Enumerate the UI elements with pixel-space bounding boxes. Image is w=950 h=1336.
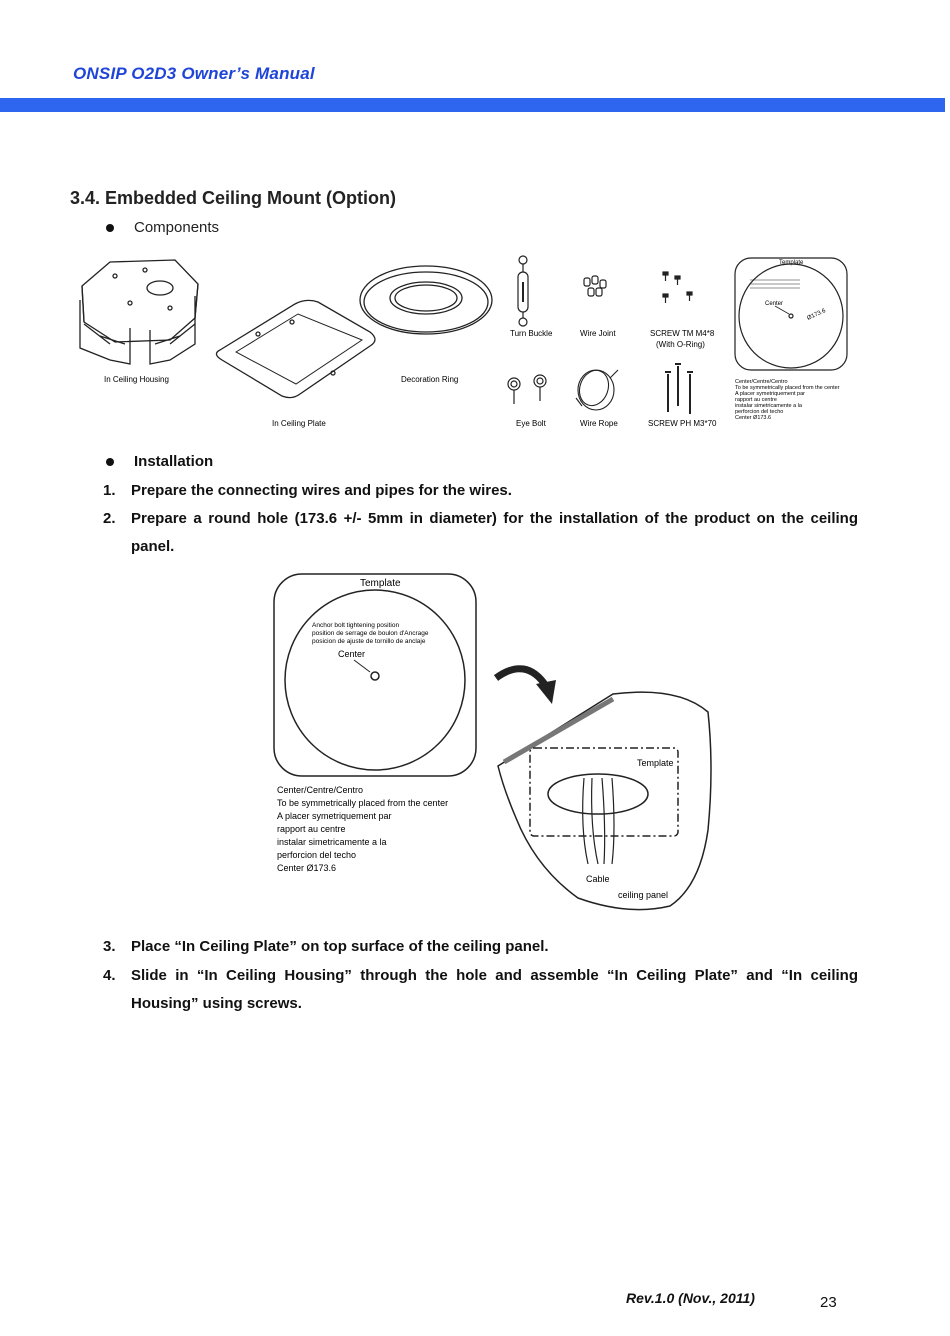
note-line: instalar simetricamente a la xyxy=(277,837,387,847)
label-template: Template xyxy=(779,260,804,266)
template-title: Template xyxy=(360,578,401,589)
components-label: Components xyxy=(134,219,220,236)
install-step xyxy=(103,505,858,561)
small-note-line: To be symmetrically placed from the center xyxy=(735,385,840,391)
small-note-line: perforcion del techo xyxy=(735,409,784,415)
install-step xyxy=(103,962,858,1018)
installation-diagram xyxy=(268,568,720,918)
small-note-line: Center Ø173.6 xyxy=(735,415,772,421)
bullet-dot xyxy=(106,224,114,232)
anchor-line: Anchor bolt tightening position xyxy=(312,622,400,629)
note-line: To be symmetrically placed from the center xyxy=(277,798,449,808)
label-in-ceiling-housing: In Ceiling Housing xyxy=(104,375,169,384)
note-line: Center Ø173.6 xyxy=(277,863,337,873)
step-text: Prepare a round hole (173.6 +/- 5mm in diameter) for the installation of the product on the ceiling panel. xyxy=(131,510,858,555)
label-wire-joint: Wire Joint xyxy=(580,329,616,338)
step-number: 4. xyxy=(103,967,116,984)
label-wire-rope: Wire Rope xyxy=(580,419,618,428)
components-figure xyxy=(70,248,860,438)
center-label: Center xyxy=(338,649,366,659)
template-drawing xyxy=(735,258,847,370)
small-note-line: A placer symetriquement par xyxy=(735,391,806,397)
step-text: Place “In Ceiling Plate” on top surface of the ceiling panel. xyxy=(131,938,549,955)
small-note-line: instalar simetricamente a la xyxy=(735,403,802,409)
step-text: Slide in “In Ceiling Housing” through the hole and assemble “In Ceiling Plate” and “In ceiling Housing” using screws. xyxy=(131,967,858,1012)
install-step xyxy=(103,933,858,961)
label-small-center: Center xyxy=(765,301,784,307)
screw-tm-drawing xyxy=(663,272,692,303)
small-note-line: rapport au centre xyxy=(735,397,777,403)
revision-label: Rev.1.0 (Nov., 2011) xyxy=(626,1290,755,1306)
anchor-note xyxy=(312,622,429,645)
in-ceiling-plate-drawing xyxy=(216,300,375,397)
turn-buckle-drawing xyxy=(518,256,528,326)
label-small-dia: Ø173.6 xyxy=(806,308,827,322)
template-sheet-drawing xyxy=(274,574,476,776)
panel-template-label: Template xyxy=(637,758,674,768)
step-number: 2. xyxy=(103,510,116,527)
install-step xyxy=(103,477,858,505)
screw-ph-drawing xyxy=(665,364,693,414)
label-screw-tm-1: SCREW TM M4*8 xyxy=(650,329,715,338)
small-template-note xyxy=(735,379,840,421)
label-screw-ph: SCREW PH M3*70 xyxy=(648,419,717,428)
anchor-line: posicion de ajuste de tornillo de anclaje xyxy=(312,638,426,645)
label-turn-buckle: Turn Buckle xyxy=(510,329,553,338)
decoration-ring-drawing xyxy=(360,266,492,334)
eye-bolt-drawing xyxy=(508,375,546,404)
page-number: 23 xyxy=(820,1294,837,1311)
small-note-line: Center/Centre/Centro xyxy=(735,379,788,385)
template-note xyxy=(277,785,448,873)
note-line: A placer symetriquement par xyxy=(277,811,392,821)
anchor-line: position de serrage de boulon d'Ancrage xyxy=(312,630,429,637)
note-line: rapport au centre xyxy=(277,824,346,834)
note-line: Center/Centre/Centro xyxy=(277,785,364,795)
bullet-dot xyxy=(106,458,114,466)
curved-arrow xyxy=(496,669,556,704)
label-in-ceiling-plate: In Ceiling Plate xyxy=(272,419,326,428)
label-screw-tm-2: (With O-Ring) xyxy=(656,340,705,349)
step-number: 3. xyxy=(103,938,116,955)
wire-joint-drawing xyxy=(584,276,606,296)
label-decoration-ring: Decoration Ring xyxy=(401,375,459,384)
note-line: perforcion del techo xyxy=(277,850,357,860)
header-bar xyxy=(0,98,945,112)
step-number: 1. xyxy=(103,482,116,499)
cable-label: Cable xyxy=(586,874,610,884)
ceiling-panel-label: ceiling panel xyxy=(618,890,669,900)
section-title: 3.4. Embedded Ceiling Mount (Option) xyxy=(70,188,396,208)
step-text: Prepare the connecting wires and pipes for the wires. xyxy=(131,482,512,499)
manual-title: ONSIP O2D3 Owner’s Manual xyxy=(73,64,315,83)
wire-rope-drawing xyxy=(575,366,618,410)
label-eye-bolt: Eye Bolt xyxy=(516,419,546,428)
installation-label: Installation xyxy=(134,453,214,470)
in-ceiling-housing-drawing xyxy=(80,260,198,364)
